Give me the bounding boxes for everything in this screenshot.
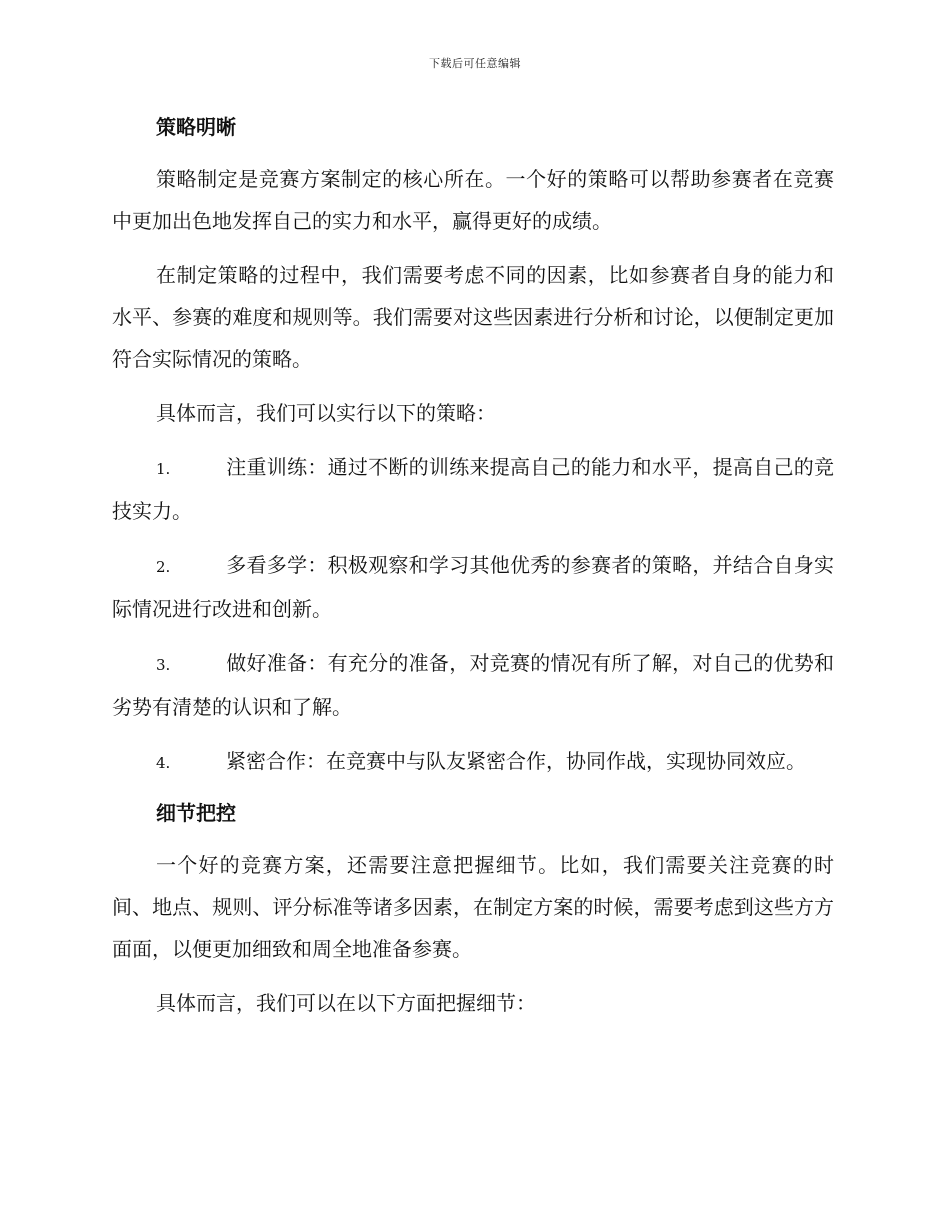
list-item-text: 做好准备：有充分的准备，对竞赛的情况有所了解，对自己的优势和劣势有清楚的认识和了解。 [112, 651, 834, 719]
paragraph: 策略制定是竞赛方案制定的核心所在。一个好的策略可以帮助参赛者在竞赛中更加出色地发挥自己的实力和水平，赢得更好的成绩。 [112, 167, 834, 233]
list-item [112, 740, 834, 784]
paragraph: 具体而言，我们可以实行以下的策略： [156, 401, 496, 425]
list-item [112, 544, 834, 630]
list-item-text: 多看多学：积极观察和学习其他优秀的参赛者的策略，并结合自身实际情况进行改进和创新。 [112, 553, 834, 621]
list-item [112, 446, 834, 532]
list-item [112, 642, 834, 728]
list-item-text: 紧密合作：在竞赛中与队友紧密合作，协同作战，实现协同效应。 [226, 749, 806, 773]
list-number: 4. [156, 754, 171, 772]
section-heading-details: 细节把控 [156, 801, 236, 825]
paragraph: 一个好的竞赛方案，还需要注意把握细节。比如，我们需要关注竞赛的时间、地点、规则、评分标准等诸多因素，在制定方案的时候，需要考虑到这些方方面面，以便更加细致和周全地准备参赛。 [112, 853, 834, 961]
document-body [112, 110, 834, 1036]
section-heading-strategy: 策略明晰 [156, 115, 236, 139]
paragraph: 在制定策略的过程中，我们需要考虑不同的因素，比如参赛者自身的能力和水平、参赛的难度和规则等。我们需要对这些因素进行分析和讨论，以便制定更加符合实际情况的策略。 [112, 263, 834, 371]
paragraph: 具体而言，我们可以在以下方面把握细节： [156, 991, 536, 1015]
header-note: 下载后可任意编辑 [429, 57, 521, 70]
list-number: 1. [156, 460, 171, 478]
list-item-text: 注重训练：通过不断的训练来提高自己的能力和水平，提高自己的竞技实力。 [112, 455, 834, 523]
list-number: 2. [156, 558, 171, 576]
list-number: 3. [156, 656, 171, 674]
